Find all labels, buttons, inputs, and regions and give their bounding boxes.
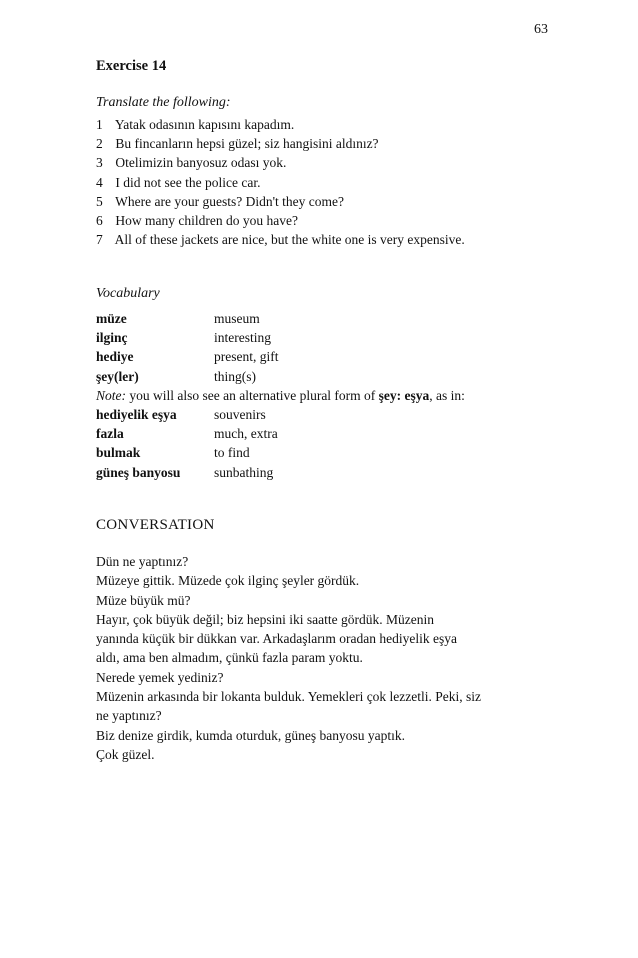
exercise-title: Exercise 14 [96,58,167,74]
vocab-note: Note: you will also see an alternative plural form of şey: eşya, as in: [96,387,465,403]
vocab-meaning: sunbathing [214,464,274,480]
vocab-term: hediyelik eşya [96,406,177,422]
conversation-line: Müzeye gittik. Müzede çok ilginç şeyler gördük. [96,573,360,589]
exercise-item: 5 Where are your guests? Didn't they come? [96,193,344,209]
conversation-line: Müzenin arkasında bir lokanta bulduk. Yemekleri çok lezzetli. Peki, siz [96,689,482,705]
conversation-line: Dün ne yaptınız? [96,554,189,569]
vocab-term: bulmak [96,445,141,461]
vocab-meaning: museum [214,311,260,326]
vocab-meaning: to find [214,445,250,461]
conversation-line: ne yaptınız? [96,708,162,724]
vocab-term: hediye [96,349,134,365]
exercise-item: 4 I did not see the police car. [96,174,261,190]
vocabulary-heading: Vocabulary [96,286,160,301]
vocab-term: fazla [96,426,124,442]
conversation-line: Biz denize girdik, kumda oturduk, güneş banyosu yaptık. [96,727,405,743]
exercise-list [96,115,576,249]
vocab-term: müze [96,311,127,326]
vocab-meaning: thing(s) [214,368,256,384]
vocab-entry [96,309,566,328]
page-number: 63 [534,22,548,37]
vocab-meaning: much, extra [214,426,278,442]
conversation-line: Çok güzel. [96,746,155,762]
conversation-line: Hayır, çok büyük değil; biz hepsini iki saatte gördük. Müzenin [96,611,435,627]
conversation-line: Nerede yemek yediniz? [96,669,224,685]
vocab-term: ilginç [96,330,128,346]
vocab-term: şey(ler) [96,368,139,384]
exercise-instructions: Translate the following: [96,95,231,110]
vocabulary-table [96,309,566,482]
conversation-heading: CONVERSATION [96,517,215,533]
conversation-line: Müze büyük mü? [96,592,191,608]
conversation-line: aldı, ama ben almadım, çünkü fazla param yoktu. [96,650,363,666]
vocab-meaning: souvenirs [214,406,266,422]
vocab-entry [96,367,566,386]
vocab-entry [96,424,566,443]
vocab-term: güneş banyosu [96,464,181,480]
exercise-item: 2 Bu fincanların hepsi güzel; siz hangisini aldınız? [96,136,379,152]
conversation-body [96,552,556,764]
exercise-item: 3 Otelimizin banyosuz odası yok. [96,155,287,171]
vocab-meaning: interesting [214,330,271,346]
vocab-entry [96,463,566,482]
vocab-entry [96,347,566,366]
conversation-line: yanında küçük bir dükkan var. Arkadaşlarım oradan hediyelik eşya [96,631,458,647]
exercise-item: 7 All of these jackets are nice, but the white one is very expensive. [96,232,465,248]
vocab-entry [96,443,566,462]
vocab-meaning: present, gift [214,349,279,365]
vocab-entry [96,328,566,347]
vocab-entry [96,405,566,424]
exercise-item: 1 Yatak odasının kapısını kapadım. [96,117,295,132]
exercise-item: 6 How many children do you have? [96,212,298,228]
